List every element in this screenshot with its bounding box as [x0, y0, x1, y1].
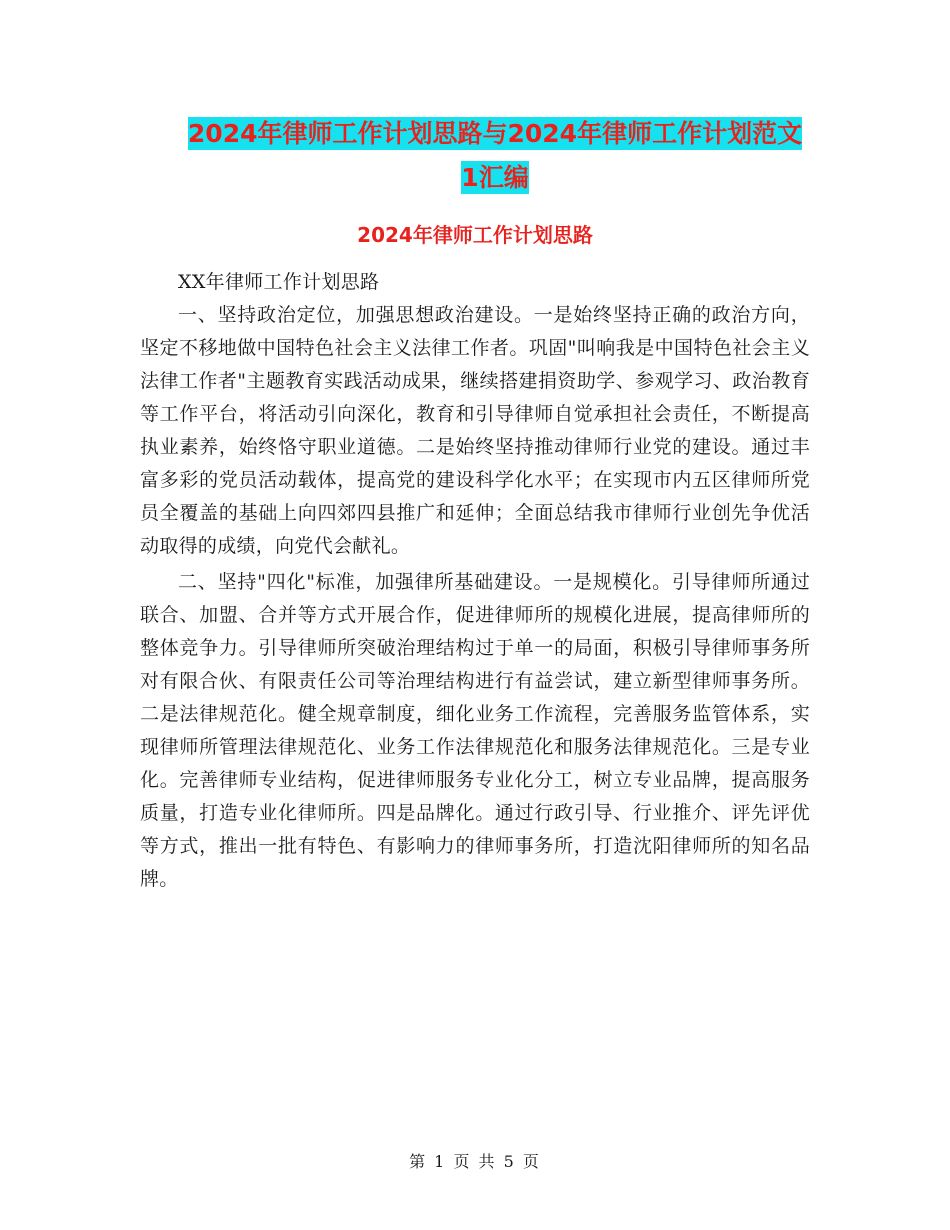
document-title-line2: 1汇编: [461, 163, 529, 192]
document-title-line1: 2024年律师工作计划思路与2024年律师工作计划范文: [187, 119, 803, 148]
page-footer: [0, 1150, 950, 1174]
section-title: 2024年律师工作计划思路: [357, 223, 593, 247]
paragraph-subtitle: XX年律师工作计划思路: [178, 271, 380, 293]
document-title: [140, 112, 850, 200]
paragraph-four-standards: 二、坚持"四化"标准，加强律所基础建设。一是规模化。引导律师所通过联合、加盟、合并等方式开展合作，促进律师所的规模化进展，提高律师所的整体竞争力。引导律师所突破治理结构过于单一的局面，积极引导律师事务所对有限合伙、有限责任公司等治理结构进行有益尝试，建立新型律师事务所。二是法律规范化。健全规章制度，细化业务工作流程，完善服务监管体系，实现律师所管理法律规范化、业务工作法律规范化和服务法律规范化。三是专业化。完善律师专业结构，促进律师服务专业化分工，树立专业品牌，提高服务质量，打造专业化律师所。四是品牌化。通过行政引导、行业推介、评先评优等方式，推出一批有特色、有影响力的律师事务所，打造沈阳律师所的知名品牌。: [140, 571, 810, 890]
page-number: 第 1 页 共 5 页: [409, 1152, 541, 1171]
paragraph-political: 一、坚持政治定位，加强思想政治建设。一是始终坚持正确的政治方向，坚定不移地做中国特色社会主义法律工作者。巩固"叫响我是中国特色社会主义法律工作者"主题教育实践活动成果，继续搭建捐资助学、参观学习、政治教育等工作平台，将活动引向深化，教育和引导律师自觉承担社会责任，不断提高执业素养，始终恪守职业道德。二是始终坚持推动律师行业党的建设。通过丰富多彩的党员活动载体，提高党的建设科学化水平；在实现市内五区律师所党员全覆盖的基础上向四郊四县推广和延伸；全面总结我市律师行业创先争优活动取得的成绩，向党代会献礼。: [140, 304, 810, 557]
document-body: [140, 266, 810, 896]
